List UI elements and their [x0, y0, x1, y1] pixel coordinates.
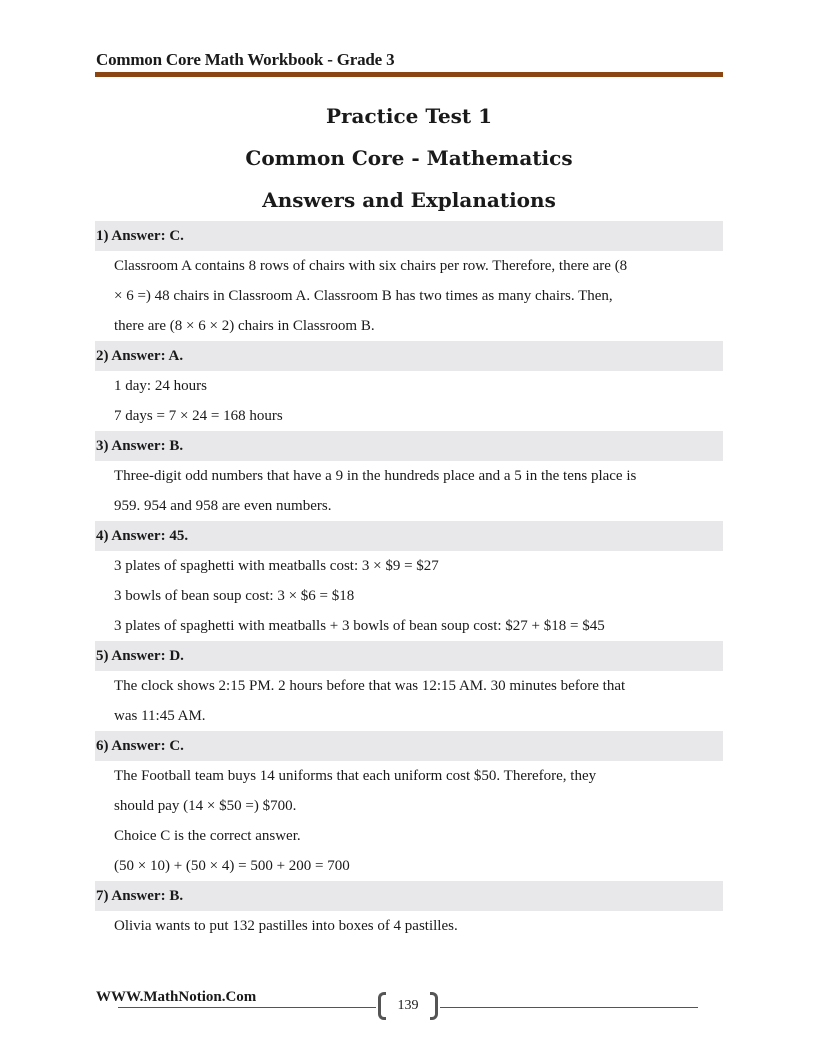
answer-6-line: (50 × 10) + (50 × 4) = 500 + 200 = 700	[114, 858, 350, 874]
answer-6-line: The Football team buys 14 uniforms that each uniform cost $50. Therefore, they	[114, 768, 597, 784]
answer-3-line: 959. 954 and 958 are even numbers.	[114, 498, 332, 514]
answer-2-line: 7 days = 7 × 24 = 168 hours	[114, 408, 283, 424]
answer-6-line: should pay (14 × $50 =) $700.	[114, 798, 297, 814]
left-bracket-icon	[378, 992, 386, 1020]
practice-test-title: Practice Test 1	[325, 104, 493, 128]
answer-3-label: 3) Answer: B.	[95, 431, 723, 461]
footer-rule-right	[440, 1007, 698, 1008]
answer-4-line: 3 plates of spaghetti with meatballs + 3 bowls of bean soup cost: $27 + $18 = $45	[114, 618, 605, 634]
answer-5-line: The clock shows 2:15 PM. 2 hours before that was 12:15 AM. 30 minutes before that	[114, 678, 626, 694]
answer-4-line: 3 plates of spaghetti with meatballs cost: 3 × $9 = $27	[114, 558, 439, 574]
title-block	[95, 95, 723, 221]
footer-website: WWW.MathNotion.Com	[96, 989, 257, 1005]
answer-5-line: was 11:45 AM.	[114, 708, 206, 724]
answer-6-label: 6) Answer: C.	[95, 731, 723, 761]
right-bracket-icon	[430, 992, 438, 1020]
header-rule	[95, 72, 723, 77]
subject-title: Common Core - Mathematics	[245, 146, 573, 170]
answer-3-line: Three-digit odd numbers that have a 9 in the hundreds place and a 5 in the tens place is	[114, 468, 637, 484]
page-number: 139	[397, 998, 419, 1013]
answer-4-label: 4) Answer: 45.	[95, 521, 723, 551]
footer-rule-left	[118, 1007, 376, 1008]
page-number-box	[378, 992, 438, 1020]
section-title: Answers and Explanations	[262, 188, 556, 212]
answer-5-label: 5) Answer: D.	[95, 641, 723, 671]
answer-1-line: Classroom A contains 8 rows of chairs with six chairs per row. Therefore, there are (8	[114, 258, 628, 274]
answer-1-label: 1) Answer: C.	[95, 221, 723, 251]
answer-2-label: 2) Answer: A.	[95, 341, 723, 371]
answer-6-line: Choice C is the correct answer.	[114, 828, 301, 844]
answer-2-line: 1 day: 24 hours	[114, 378, 207, 394]
answer-4-line: 3 bowls of bean soup cost: 3 × $6 = $18	[114, 588, 355, 604]
running-head-title: Common Core Math Workbook - Grade 3	[96, 50, 395, 69]
answer-7-line: Olivia wants to put 132 pastilles into boxes of 4 pastilles.	[114, 918, 458, 934]
answer-1-line: × 6 =) 48 chairs in Classroom A. Classroom B has two times as many chairs. Then,	[114, 288, 613, 304]
answer-1-line: there are (8 × 6 × 2) chairs in Classroom B.	[114, 318, 375, 334]
answers-list	[95, 221, 723, 941]
answer-7-label: 7) Answer: B.	[95, 881, 723, 911]
